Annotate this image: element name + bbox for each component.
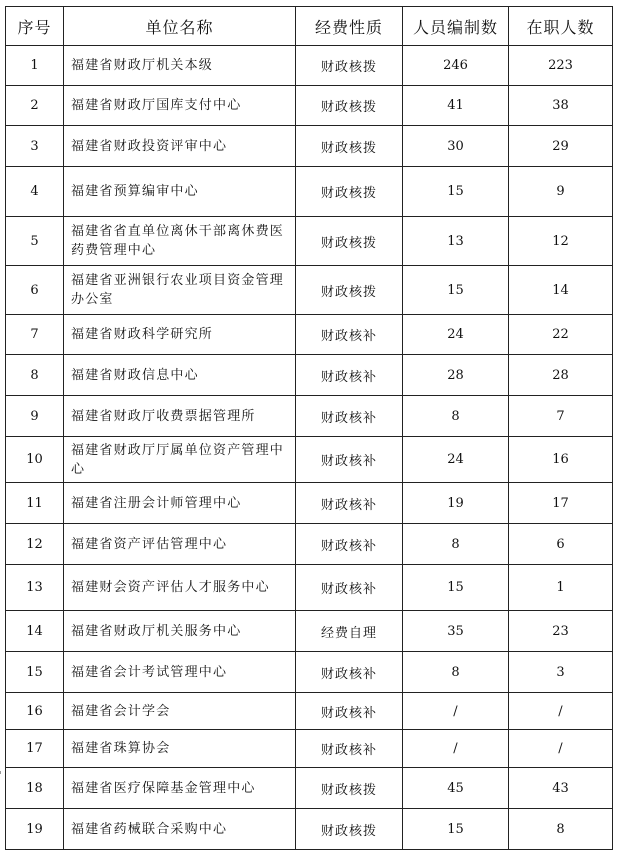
row-staff-quota: 24 xyxy=(403,315,509,355)
header-row xyxy=(6,7,613,46)
row-number: 16 xyxy=(6,693,64,730)
row-funding-type: 财政核拨 xyxy=(296,86,403,126)
table-row xyxy=(6,437,613,483)
row-number: 19 xyxy=(6,809,64,850)
table-row xyxy=(6,730,613,768)
row-unit-name: 福建省财政厅收费票据管理所 xyxy=(64,396,296,437)
row-number: 11 xyxy=(6,483,64,524)
row-funding-type: 财政核拨 xyxy=(296,768,403,809)
page-edge-mark xyxy=(0,771,4,774)
table-row xyxy=(6,524,613,565)
row-in-post: / xyxy=(509,730,613,768)
row-number: 4 xyxy=(6,167,64,217)
table-row xyxy=(6,809,613,850)
header-unit-name: 单位名称 xyxy=(64,7,296,46)
row-in-post: / xyxy=(509,693,613,730)
row-unit-name: 福建省资产评估管理中心 xyxy=(64,524,296,565)
row-in-post: 3 xyxy=(509,652,613,693)
row-in-post: 38 xyxy=(509,86,613,126)
row-unit-name: 福建省会计考试管理中心 xyxy=(64,652,296,693)
row-number: 10 xyxy=(6,437,64,483)
table-row xyxy=(6,652,613,693)
table-row xyxy=(6,396,613,437)
row-staff-quota: 15 xyxy=(403,167,509,217)
row-funding-type: 财政核拨 xyxy=(296,126,403,167)
row-funding-type: 财政核补 xyxy=(296,565,403,611)
row-funding-type: 财政核补 xyxy=(296,437,403,483)
row-unit-name: 福建省财政科学研究所 xyxy=(64,315,296,355)
row-staff-quota: 15 xyxy=(403,565,509,611)
table-row xyxy=(6,768,613,809)
table-row xyxy=(6,355,613,396)
row-funding-type: 经费自理 xyxy=(296,611,403,652)
row-staff-quota: 15 xyxy=(403,809,509,850)
row-number: 18 xyxy=(6,768,64,809)
row-number: 8 xyxy=(6,355,64,396)
row-in-post: 7 xyxy=(509,396,613,437)
row-in-post: 223 xyxy=(509,46,613,86)
row-funding-type: 财政核补 xyxy=(296,315,403,355)
row-unit-name: 福建省财政厅机关本级 xyxy=(64,46,296,86)
row-in-post: 22 xyxy=(509,315,613,355)
row-staff-quota: 8 xyxy=(403,396,509,437)
row-unit-name: 福建省省直单位离休干部离休费医药费管理中心 xyxy=(64,217,296,266)
row-unit-name: 福建省财政厅机关服务中心 xyxy=(64,611,296,652)
row-number: 13 xyxy=(6,565,64,611)
row-in-post: 8 xyxy=(509,809,613,850)
row-in-post: 12 xyxy=(509,217,613,266)
row-unit-name: 福建财会资产评估人才服务中心 xyxy=(64,565,296,611)
header-no: 序号 xyxy=(6,7,64,46)
table-row xyxy=(6,217,613,266)
row-in-post: 43 xyxy=(509,768,613,809)
row-in-post: 1 xyxy=(509,565,613,611)
row-in-post: 14 xyxy=(509,266,613,315)
row-staff-quota: 45 xyxy=(403,768,509,809)
table-row xyxy=(6,315,613,355)
row-number: 6 xyxy=(6,266,64,315)
row-funding-type: 财政核补 xyxy=(296,396,403,437)
row-number: 17 xyxy=(6,730,64,768)
row-in-post: 16 xyxy=(509,437,613,483)
table-header xyxy=(6,7,613,46)
table-row xyxy=(6,483,613,524)
row-unit-name: 福建省药械联合采购中心 xyxy=(64,809,296,850)
row-unit-name: 福建省预算编审中心 xyxy=(64,167,296,217)
staffing-table xyxy=(5,6,613,850)
row-funding-type: 财政核补 xyxy=(296,524,403,565)
row-staff-quota: 24 xyxy=(403,437,509,483)
row-in-post: 17 xyxy=(509,483,613,524)
row-funding-type: 财政核拨 xyxy=(296,266,403,315)
row-number: 5 xyxy=(6,217,64,266)
header-in-post: 在职人数 xyxy=(509,7,613,46)
table-row xyxy=(6,266,613,315)
table-row xyxy=(6,167,613,217)
table-row xyxy=(6,611,613,652)
table-body xyxy=(6,46,613,850)
row-staff-quota: 41 xyxy=(403,86,509,126)
row-in-post: 6 xyxy=(509,524,613,565)
row-staff-quota: 8 xyxy=(403,652,509,693)
row-staff-quota: / xyxy=(403,693,509,730)
row-number: 2 xyxy=(6,86,64,126)
header-staff-quota: 人员编制数 xyxy=(403,7,509,46)
row-funding-type: 财政核拨 xyxy=(296,809,403,850)
row-unit-name: 福建省财政投资评审中心 xyxy=(64,126,296,167)
row-unit-name: 福建省财政信息中心 xyxy=(64,355,296,396)
row-number: 15 xyxy=(6,652,64,693)
row-unit-name: 福建省亚洲银行农业项目资金管理办公室 xyxy=(64,266,296,315)
row-funding-type: 财政核补 xyxy=(296,693,403,730)
row-staff-quota: 19 xyxy=(403,483,509,524)
row-in-post: 23 xyxy=(509,611,613,652)
row-unit-name: 福建省财政厅国库支付中心 xyxy=(64,86,296,126)
row-number: 14 xyxy=(6,611,64,652)
row-funding-type: 财政核拨 xyxy=(296,167,403,217)
row-staff-quota: 30 xyxy=(403,126,509,167)
row-number: 3 xyxy=(6,126,64,167)
table-row xyxy=(6,565,613,611)
table-row xyxy=(6,693,613,730)
row-staff-quota: 28 xyxy=(403,355,509,396)
row-in-post: 9 xyxy=(509,167,613,217)
row-unit-name: 福建省财政厅厅属单位资产管理中心 xyxy=(64,437,296,483)
row-funding-type: 财政核补 xyxy=(296,355,403,396)
row-number: 7 xyxy=(6,315,64,355)
row-staff-quota: 35 xyxy=(403,611,509,652)
row-funding-type: 财政核拨 xyxy=(296,217,403,266)
row-unit-name: 福建省会计学会 xyxy=(64,693,296,730)
row-in-post: 28 xyxy=(509,355,613,396)
row-staff-quota: 8 xyxy=(403,524,509,565)
row-unit-name: 福建省珠算协会 xyxy=(64,730,296,768)
row-number: 1 xyxy=(6,46,64,86)
row-staff-quota: 246 xyxy=(403,46,509,86)
row-funding-type: 财政核拨 xyxy=(296,46,403,86)
row-in-post: 29 xyxy=(509,126,613,167)
row-funding-type: 财政核补 xyxy=(296,483,403,524)
row-staff-quota: / xyxy=(403,730,509,768)
row-funding-type: 财政核补 xyxy=(296,730,403,768)
row-unit-name: 福建省医疗保障基金管理中心 xyxy=(64,768,296,809)
row-funding-type: 财政核补 xyxy=(296,652,403,693)
table-row xyxy=(6,46,613,86)
row-unit-name: 福建省注册会计师管理中心 xyxy=(64,483,296,524)
row-number: 12 xyxy=(6,524,64,565)
row-staff-quota: 13 xyxy=(403,217,509,266)
row-staff-quota: 15 xyxy=(403,266,509,315)
table-row xyxy=(6,126,613,167)
table-row xyxy=(6,86,613,126)
header-funding-type: 经费性质 xyxy=(296,7,403,46)
row-number: 9 xyxy=(6,396,64,437)
